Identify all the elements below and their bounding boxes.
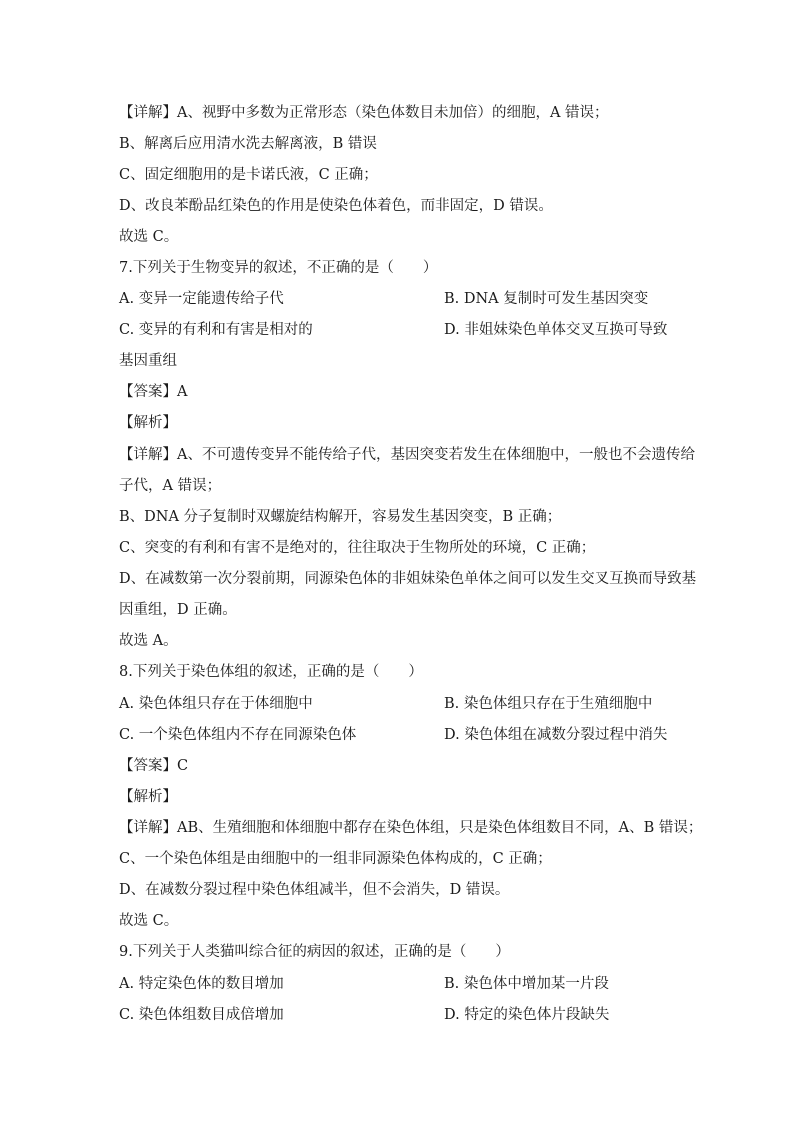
text-line: 故选 C。: [119, 913, 179, 929]
text-line: 【详解】A、不可遗传变异不能传给子代，基因突变若发生在体细胞中，一般也不会遗传给: [119, 447, 695, 463]
option-b: B. 染色体组只存在于生殖细胞中: [444, 696, 653, 712]
option-a: A. 特定染色体的数目增加: [119, 976, 284, 992]
option-d-continued: 基因重组: [119, 353, 177, 369]
text-line: B、解离后应用清水洗去解离液，B 错误: [119, 136, 377, 152]
text-line: D、在减数第一次分裂前期，同源染色体的非姐妹染色单体之间可以发生交叉互换而导致基: [119, 571, 697, 587]
option-d: D. 非姐妹染色单体交叉互换可导致: [444, 322, 668, 338]
text-line: C、突变的有利和有害不是绝对的，往往取决于生物所处的环境，C 正确；: [119, 540, 596, 556]
question-stem: 9.下列关于人类猫叫综合征的病因的叙述，正确的是（ ）: [119, 944, 510, 960]
analysis-heading: 【解析】: [119, 789, 177, 805]
text-line: 故选 A。: [119, 633, 178, 649]
option-a: A. 染色体组只存在于体细胞中: [119, 696, 313, 712]
option-c: C. 变异的有利和有害是相对的: [119, 322, 313, 338]
option-d: D. 染色体组在减数分裂过程中消失: [444, 727, 668, 743]
text-line: 子代，A 错误；: [119, 478, 222, 494]
option-b: B. DNA 复制时可发生基因突变: [444, 291, 649, 307]
text-line: 因重组，D 正确。: [119, 602, 237, 618]
text-line: 故选 C。: [119, 229, 179, 245]
option-c: C. 染色体组数目成倍增加: [119, 1007, 284, 1023]
text-line: D、改良苯酚品红染色的作用是使染色体着色，而非固定，D 错误。: [119, 198, 553, 214]
answer-line: 【答案】A: [119, 384, 188, 400]
option-a: A. 变异一定能遗传给子代: [119, 291, 284, 307]
text-line: D、在减数分裂过程中染色体组减半，但不会消失，D 错误。: [119, 882, 510, 898]
option-d: D. 特定的染色体片段缺失: [444, 1007, 610, 1023]
text-line: C、固定细胞用的是卡诺氏液，C 正确；: [119, 167, 378, 183]
text-line: 【详解】A、视野中多数为正常形态（染色体数目未加倍）的细胞，A 错误；: [119, 105, 609, 121]
option-b: B. 染色体中增加某一片段: [444, 976, 609, 992]
analysis-heading: 【解析】: [119, 415, 177, 431]
option-c: C. 一个染色体组内不存在同源染色体: [119, 727, 357, 743]
text-line: 【详解】AB、生殖细胞和体细胞中都存在染色体组，只是染色体组数目不同，A、B 错误；: [119, 820, 703, 836]
text-line: C、一个染色体组是由细胞中的一组非同源染色体构成的，C 正确；: [119, 851, 552, 867]
question-stem: 8.下列关于染色体组的叙述，正确的是（ ）: [119, 664, 423, 680]
answer-line: 【答案】C: [119, 758, 189, 774]
text-line: B、DNA 分子复制时双螺旋结构解开，容易发生基因突变，B 正确；: [119, 509, 562, 525]
question-stem: 7.下列关于生物变异的叙述，不正确的是（ ）: [119, 260, 438, 276]
